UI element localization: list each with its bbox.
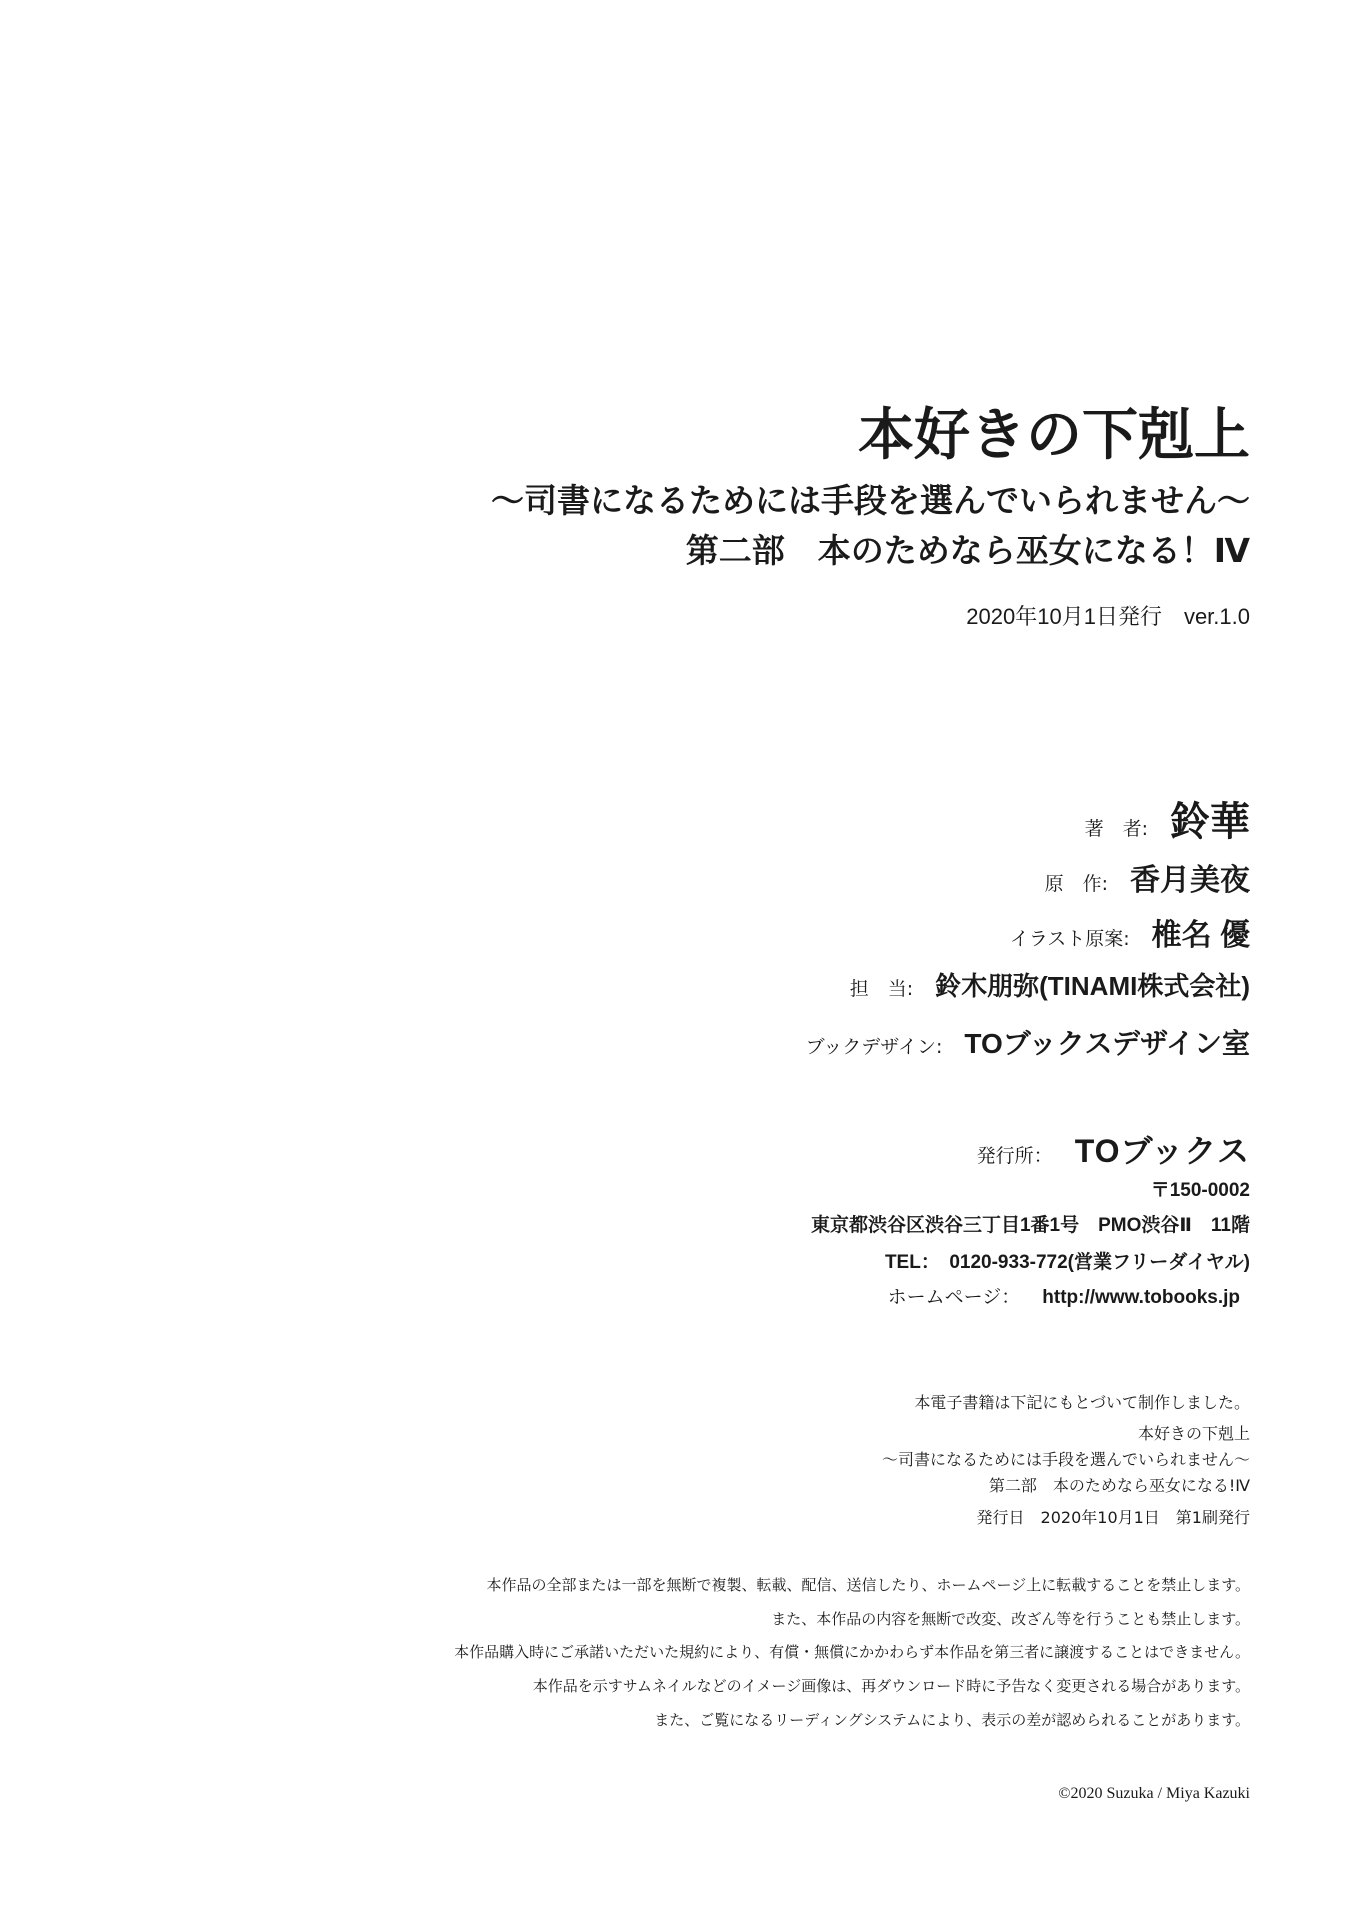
source-subtitle: ～司書になるためには手段を選んでいられません～ [881, 1450, 1250, 1469]
book-subtitle: ～司書になるためには手段を選んでいられません～ [491, 481, 1250, 520]
book-part-title: 第二部 本のためなら巫女になる！Ⅳ [685, 531, 1250, 570]
publication-date: 2020年10月1日発行 ver.1.0 [966, 604, 1250, 629]
source-issue-date: 発行日 2020年10月1日 第1刷発行 [976, 1508, 1250, 1527]
credit-value: 鈴木朋弥(TINAMI株式会社) [935, 971, 1250, 1001]
homepage-link[interactable]: http://www.tobooks.jp [1042, 1287, 1240, 1308]
source-intro: 本電子書籍は下記にもとづいて制作しました。 [914, 1393, 1250, 1412]
credit-editor [850, 966, 1250, 1003]
telephone: TEL： 0120-933-772(営業フリーダイヤル) [884, 1252, 1250, 1273]
notice-line: また、本作品の内容を無断で改変、改ざん等を行うことも禁止します。 [771, 1610, 1250, 1628]
source-part-title: 第二部 本のためなら巫女になる!Ⅳ [988, 1476, 1250, 1495]
postal-code: 〒150-0002 [1150, 1180, 1250, 1201]
credit-book-design [806, 1022, 1250, 1062]
copyright-notice: ©2020 Suzuka / Miya Kazuki [1058, 1785, 1250, 1802]
credit-value: TOブックスデザイン室 [964, 1028, 1250, 1059]
publisher-name: TOブックス [1074, 1133, 1250, 1169]
credit-label: 著 者: [1084, 818, 1148, 840]
source-title: 本好きの下剋上 [1137, 1424, 1250, 1443]
credit-value: 鈴華 [1170, 800, 1250, 844]
credit-label: 原 作: [1044, 873, 1108, 895]
credit-label: ブックデザイン: [805, 1036, 943, 1058]
credit-illustration [1010, 910, 1250, 954]
publisher [977, 1126, 1250, 1172]
credit-value: 椎名 優 [1151, 919, 1250, 952]
credit-label: イラスト原案: [1009, 928, 1130, 950]
notice-line: 本作品の全部または一部を無断で複製、転載、配信、送信したり、ホームページ上に転載することを禁止します。 [486, 1576, 1250, 1594]
credit-author [1085, 790, 1250, 847]
credit-value: 香月美夜 [1130, 864, 1250, 897]
homepage [888, 1285, 1240, 1311]
notice-line: 本作品を示すサムネイルなどのイメージ画像は、再ダウンロード時に予告なく変更される場合があります。 [532, 1677, 1250, 1695]
book-title: 本好きの下剋上 [858, 403, 1250, 468]
credit-original-work [1045, 855, 1250, 899]
notice-line: 本作品購入時にご承諾いただいた規約により、有償・無償にかかわらず本作品を第三者に譲渡することはできません。 [454, 1643, 1250, 1661]
notice-line: また、ご覧になるリーディングシステムにより、表示の差が認められることがあります。 [654, 1711, 1250, 1729]
address: 東京都渋谷区渋谷三丁目1番1号 PMO渋谷Ⅱ 11階 [810, 1215, 1250, 1236]
credit-label: 担 当: [849, 978, 914, 1000]
publisher-label: 発行所： [976, 1145, 1053, 1167]
homepage-label: ホームページ： [887, 1287, 1021, 1308]
